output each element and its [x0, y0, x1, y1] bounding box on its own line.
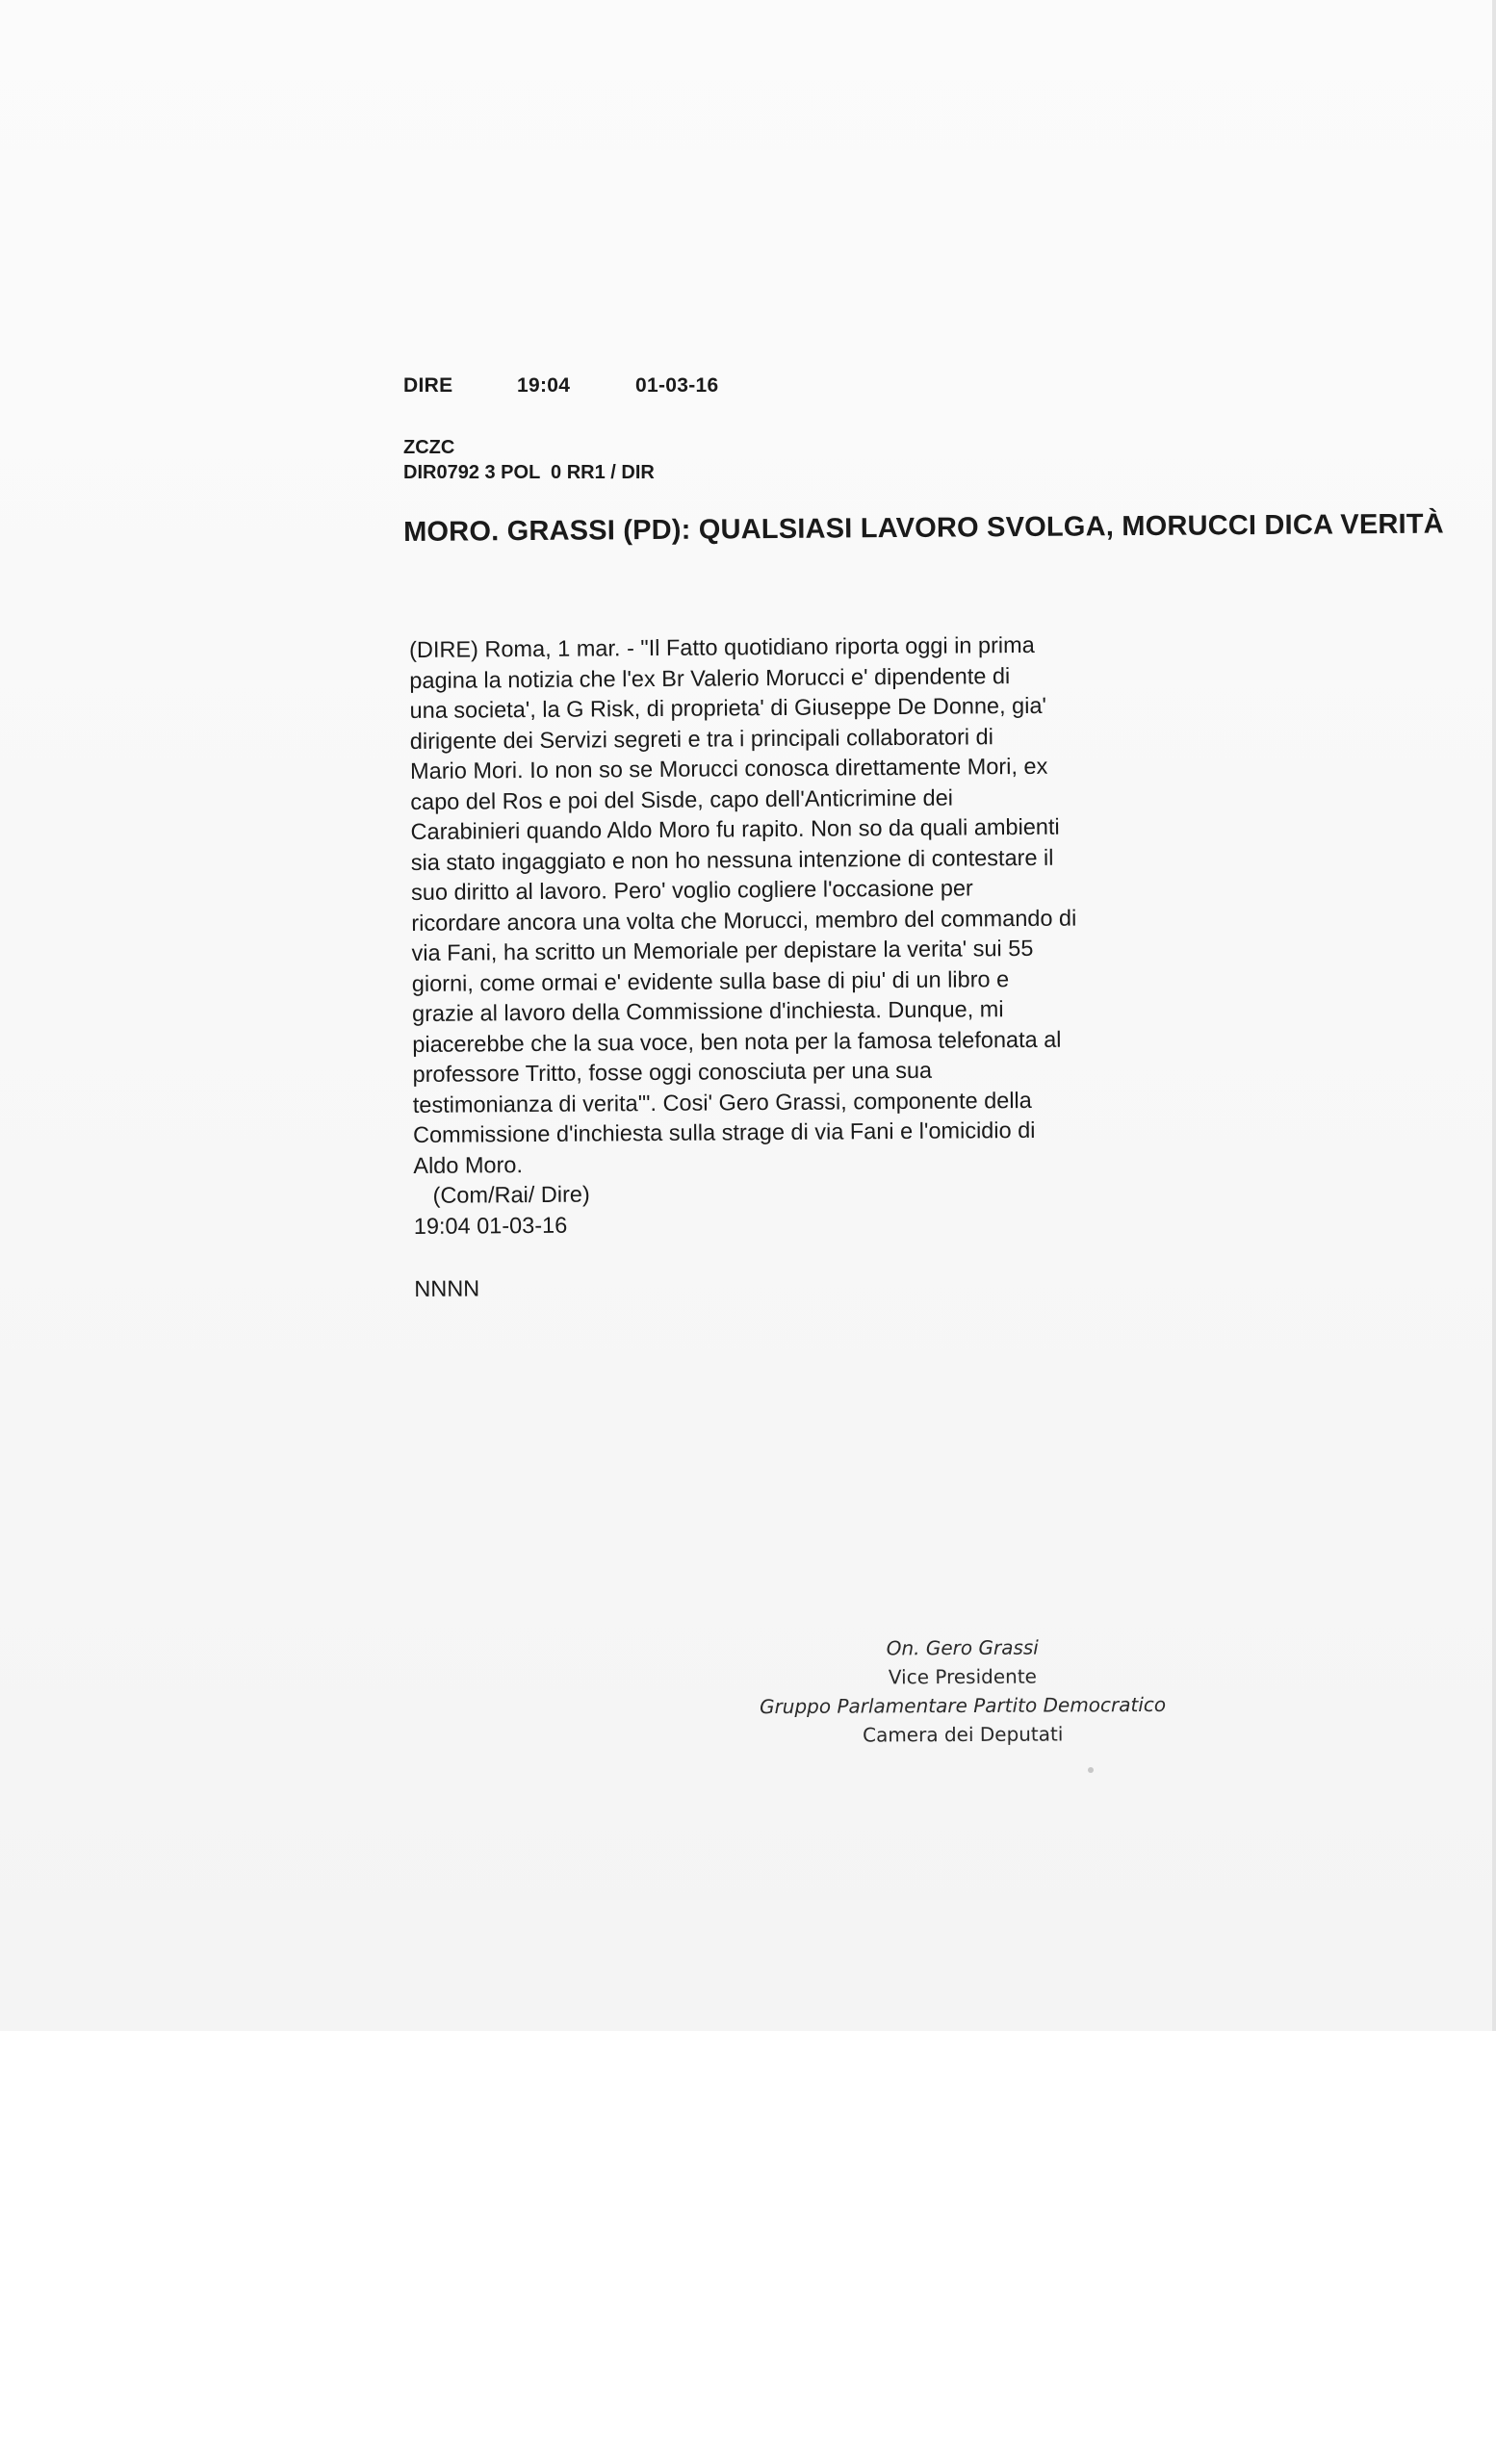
- dispatch-date: 01-03-16: [635, 374, 719, 397]
- article-body: [409, 629, 1165, 1305]
- article-line: pagina la notizia che l'ex Br Valerio Morucci e' dipendente di: [409, 662, 1011, 693]
- code-line-1: ZCZC: [403, 437, 455, 458]
- article-line: dirigente dei Servizi segreti e tra i principali collaboratori di: [409, 723, 994, 754]
- signature-block: [732, 1632, 1195, 1751]
- article-line: Mario Mori. Io non so se Morucci conosca direttamente Mori, ex: [410, 753, 1048, 783]
- article-line: suo diritto al lavoro. Pero' voglio cogliere l'occasione per: [410, 875, 973, 905]
- agency-name: DIRE: [403, 374, 453, 397]
- article-line: Carabinieri quando Aldo Moro fu rapito. Non so da quali ambienti: [410, 813, 1060, 844]
- article-line: giorni, come ormai e' evidente sulla base di piu' di un libro e: [411, 965, 1010, 996]
- dispatch-header: [403, 374, 718, 398]
- article-line: Commissione d'inchiesta sulla strage di via Fani e l'omicidio di: [412, 1116, 1036, 1147]
- scan-speck: [1088, 1767, 1094, 1773]
- signatory-name: On. Gero Grassi: [886, 1635, 1039, 1660]
- article-line: capo del Ros e poi del Sisde, capo dell'Anticrimine dei: [410, 784, 954, 814]
- scan-edge: [1492, 0, 1496, 2031]
- article-line: piacerebbe che la sua voce, ben nota per la famosa telefonata al: [412, 1026, 1062, 1057]
- article-line: via Fani, ha scritto un Memoriale per depistare la verita' sui 55: [411, 935, 1034, 965]
- article-line: (DIRE) Roma, 1 mar. - "Il Fatto quotidiano riporta oggi in prima: [409, 631, 1035, 662]
- article-line: professore Tritto, fosse oggi conosciuta per una sua: [412, 1057, 933, 1087]
- dispatch-codes: [403, 435, 655, 485]
- article-line: una societa', la G Risk, di proprieta' di Giuseppe De Donne, gia': [409, 692, 1047, 723]
- signatory-role: Vice Presidente: [888, 1664, 1038, 1689]
- article-line: sia stato ingaggiato e non ho nessuna intenzione di contestare il: [410, 844, 1054, 875]
- article-timestamp: 19:04 01-03-16: [413, 1212, 568, 1239]
- dispatch-time: 19:04: [517, 374, 571, 397]
- end-marker: NNNN: [414, 1275, 480, 1301]
- article-line: grazie al lavoro della Commissione d'inchiesta. Dunque, mi: [411, 996, 1004, 1026]
- article-line: Aldo Moro.: [413, 1151, 524, 1178]
- headline: MORO. GRASSI (PD): QUALSIASI LAVORO SVOLGA, MORUCCI DICA VERITÀ: [403, 508, 1445, 548]
- blank-margin: [0, 2031, 1496, 2464]
- article-credit: (Com/Rai/ Dire): [432, 1181, 590, 1208]
- article-line: ricordare ancora una volta che Morucci, membro del commando di: [411, 905, 1077, 936]
- parliamentary-group: Gruppo Parlamentare Partito Democratico: [759, 1692, 1167, 1719]
- chamber-name: Camera dei Deputati: [863, 1722, 1064, 1747]
- article-line: testimonianza di verita'". Cosi' Gero Grassi, componente della: [412, 1087, 1032, 1117]
- code-line-2: DIR0792 3 POL 0 RR1 / DIR: [403, 462, 655, 483]
